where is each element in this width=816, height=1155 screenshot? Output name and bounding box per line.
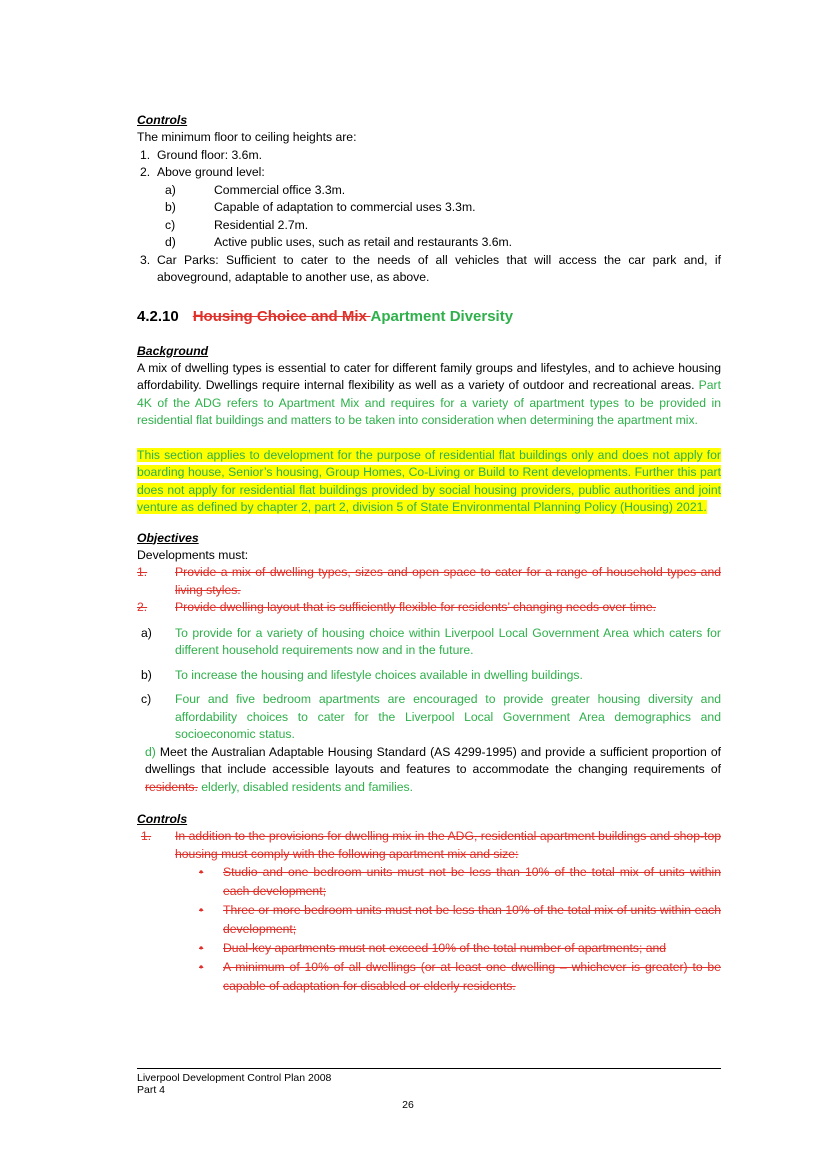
section-heading bbox=[137, 307, 721, 327]
objective-item: a) To provide for a variety of housing choice within Liverpool Local Government Area which caters for different household requirements now and in the future. bbox=[141, 625, 721, 657]
controls-heading: Controls bbox=[137, 113, 188, 127]
sub-list-item: a) Commercial office 3.3m. bbox=[165, 182, 346, 197]
footer-part: Part 4 bbox=[137, 1084, 166, 1096]
list-item: 1. Ground floor: 3.6m. bbox=[140, 147, 262, 162]
deleted-objective: 2. Provide dwelling layout that is sufficiently flexible for residents’ changing needs over time. bbox=[137, 600, 656, 614]
page-footer bbox=[137, 1068, 721, 1096]
deleted-bullet: • A minimum of 10% of all dwellings (or at least one dwelling – whichever is greater) to be capable of adaptation for disabled or elderly residents. bbox=[199, 960, 721, 993]
controls-heading-2: Controls bbox=[137, 812, 188, 826]
objectives-intro: Developments must: bbox=[137, 547, 249, 562]
objective-item: b) To increase the housing and lifestyle choices available in dwelling buildings. bbox=[141, 667, 583, 682]
controls-intro: The minimum floor to ceiling heights are: bbox=[137, 130, 357, 144]
objective-item: c) Four and five bedroom apartments are encouraged to provide greater housing diversity and affordability choices to cater for the Liverpool Local Government Area demographics and socioeconomic status. bbox=[141, 692, 721, 741]
deleted-objective: 1. Provide a mix of dwelling types, sizes and open space to cater for a range of household types and living styles. bbox=[137, 565, 721, 597]
background-heading: Background bbox=[137, 343, 209, 358]
footer-title: Liverpool Development Control Plan 2008 bbox=[137, 1072, 332, 1084]
objective-item-d: d) Meet the Australian Adaptable Housing Standard (AS 4299-1995) and provide a sufficient proportion of dwellings that include accessible layouts and features to accommodate the changing requirements of residents. elderly, disabled residents and families. bbox=[145, 744, 721, 794]
deleted-control: 1. In addition to the provisions for dwelling mix in the ADG, residential apartment buildings and shop-top housing must comply with the following apartment mix and size: bbox=[141, 829, 721, 861]
objectives-heading: Objectives bbox=[137, 530, 199, 545]
list-item: 3. Car Parks: Sufficient to cater to the needs of all vehicles that will access the car park and, if aboveground, adaptable to another use, as above. bbox=[140, 252, 721, 284]
deleted-bullet: • Three or more bedroom units must not be less than 10% of the total mix of units within each development; bbox=[199, 903, 721, 936]
highlighted-paragraph: This section applies to development for the purpose of residential flat buildings only and does not apply for boarding house, Senior’s housing, Group Homes, Co-Living or Build to Rent developments. Further this part does not apply for residential flat buildings provided by social housing providers, public authorities and joint venture as defined by chapter 2, part 2, division 5 of State Environmental Planning Policy (Housing) 2021. bbox=[137, 447, 721, 514]
background-paragraph: A mix of dwelling types is essential to cater for different family groups and lifestyles, and to achieve housing affordability. Dwellings require internal flexibility as well as a variety of outdoor and recreational areas. Part 4K of the ADG refers to Apartment Mix and requires for a variety of apartment types to be provided in residential flat buildings and matters to be taken into consideration when determining the apartment mix. bbox=[137, 360, 721, 427]
deleted-bullet: • Dual-key apartments must not exceed 10% of the total number of apartments; and bbox=[199, 941, 667, 955]
sub-list-item: d) Active public uses, such as retail and restaurants 3.6m. bbox=[165, 235, 513, 249]
page-number: 26 bbox=[402, 1099, 414, 1111]
document-page bbox=[137, 112, 721, 996]
sub-list-item: b) Capable of adaptation to commercial uses 3.3m. bbox=[165, 200, 476, 214]
section-number: 4.2.10 bbox=[137, 307, 179, 325]
sub-list-item: c) Residential 2.7m. bbox=[165, 217, 309, 232]
list-item: 2. Above ground level: bbox=[140, 165, 265, 179]
section-new-title: Apartment Diversity bbox=[370, 307, 514, 325]
section-old-title: Housing Choice and Mix bbox=[192, 307, 371, 325]
deleted-bullet: • Studio and one bedroom units must not be less than 10% of the total mix of units within each development; bbox=[199, 865, 721, 898]
